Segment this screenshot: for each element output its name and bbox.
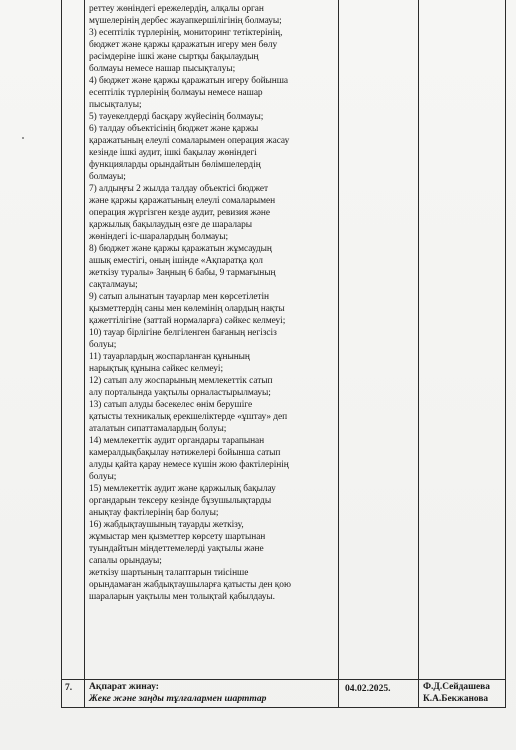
text-line: қажеттілігіне (заттай нормаларға) сәйкес келмеуі; <box>89 316 286 326</box>
text-line: болмауы немесе нашар пысықталуы; <box>89 64 236 74</box>
scan-speck <box>22 137 24 139</box>
table-row-divider <box>61 679 506 680</box>
text-line: жөніндегі іс-шаралардың болмауы; <box>89 232 229 242</box>
table-column-divider-description <box>338 0 339 708</box>
text-line: қаражатының елеулі сомаларымен операция жасау <box>89 136 290 146</box>
text-line: қызметтердің саны мен көлемінің олардың нақты <box>89 304 285 314</box>
table-border-right <box>505 0 506 708</box>
text-line: функцияларды орындайтын бөлімшелердің <box>89 160 261 170</box>
text-line: сақталмауы; <box>89 280 138 290</box>
text-line: 7) алдыңғы 2 жылда талдау объектісі бюджет <box>89 184 269 194</box>
text-line: болуы; <box>89 340 117 350</box>
text-line: анықтау фактілерінің бар болуы; <box>89 508 219 518</box>
text-line: 10) тауар бірлігіне белгіленген бағаның негізсіз <box>89 328 277 338</box>
text-line: алу порталында уақтылы орналастырылмауы; <box>89 388 271 398</box>
table-bottom-border <box>61 707 506 708</box>
row-title: Ақпарат жинау: <box>89 681 159 692</box>
text-line: 14) мемлекеттік аудит органдары тарапынан <box>89 436 265 446</box>
text-line: рәсімдеріне ішкі және сыртқы бақылаудың <box>89 52 259 62</box>
row-title-cell <box>89 681 336 705</box>
text-line: 16) жабдықтаушының тауарды жеткізу, <box>89 520 244 530</box>
text-line: 4) бюджет және қаржы қаражатын игеру бойынша <box>89 76 289 86</box>
text-line: операция жүргізген кезде аудит, ревизия және <box>89 208 270 218</box>
text-line: мүшелерінің дербес жауапкершілігінің болмауы; <box>89 16 282 26</box>
text-line: 9) сатып алынатын тауарлар мен көрсетілетін <box>89 292 270 302</box>
text-line: аталатын сипаттамалардың болуы; <box>89 424 227 434</box>
text-line: 11) тауарлардың жоспарланған құнының <box>89 352 250 362</box>
responsible-person: Ф.Д.Сейдашева <box>423 682 490 692</box>
text-line: нарықтық құнына сәйкес келмеуі; <box>89 364 224 374</box>
table-border-left <box>61 0 62 708</box>
text-line: бюджет және қаржы қаражатын игеру мен бөлу <box>89 40 278 50</box>
table-column-divider-date <box>418 0 419 708</box>
text-line: болуы; <box>89 472 117 482</box>
text-line: қаржылық бақылаудың өзге де шаралары <box>89 220 252 230</box>
text-line: 8) бюджет және қаржы қаражатын жұмсаудың <box>89 244 272 254</box>
risk-criteria-list <box>89 3 336 603</box>
text-line: органдарын тексеру кезінде бұзушылықтарды <box>89 496 272 506</box>
text-line: және қаржы қаражатының елеулі сомаларымен <box>89 196 276 206</box>
text-line: жұмыстар мен қызметтер көрсету шартынан <box>89 532 266 542</box>
text-line: алуды қайта қарау немесе күшін жою фактілерінің <box>89 460 289 470</box>
text-line: жеткізу шартының талаптарын тиісінше <box>89 568 249 578</box>
responsible-person: К.А.Бекжанова <box>423 694 489 704</box>
text-line: 3) есептілік түрлерінің, мониторинг тетіктерінің, <box>89 28 283 38</box>
text-line: кезінде ішкі аудит, ішкі бақылау жөніндегі <box>89 148 257 158</box>
text-line: жеткізу туралы» Заңның 6 бабы, 9 тармағының <box>89 268 276 278</box>
text-line: болмауы; <box>89 172 126 182</box>
text-line: туындайтын міндеттемелерді уақтылы және <box>89 544 264 554</box>
text-line: ашық еместігі, оның ішінде «Ақпаратқа қол <box>89 256 263 266</box>
row-date: 04.02.2025. <box>345 683 391 694</box>
text-line: қатысты техникалық ерекшеліктерде «ұштау» деп <box>89 412 288 422</box>
text-line: камералдықбақылау нәтижелері бойынша сатып <box>89 448 281 458</box>
text-line: 15) мемлекеттік аудит және қаржылық бақылау <box>89 484 276 494</box>
text-line: 13) сатып алуды бәсекелес өнім берушіге <box>89 400 253 410</box>
row-subtitle: Жеке және заңды тұлғалармен шарттар <box>89 693 267 704</box>
text-line: пысықталуы; <box>89 100 142 110</box>
text-line: 12) сатып алу жоспарының мемлекеттік сатып <box>89 376 273 386</box>
text-line: сапалы орындауы; <box>89 556 162 566</box>
text-line: орындамаған жабдықтаушыларға қатысты ден қою <box>89 580 291 590</box>
text-line: реттеу жөніндегі ережелердің, алқалы орган <box>89 4 264 14</box>
text-line: есептілік түрлерінің болмауы немесе нашар <box>89 88 263 98</box>
text-line: 5) тәуекелдерді басқару жүйесінің болмауы; <box>89 112 264 122</box>
text-line: 6) талдау объектісінің бюджет және қаржы <box>89 124 259 134</box>
row-number: 7. <box>65 683 73 693</box>
responsible-persons <box>423 681 490 705</box>
text-line: шараларын уақтылы мен толықтай қабылдауы. <box>89 592 275 602</box>
table-column-divider-number <box>84 0 85 708</box>
